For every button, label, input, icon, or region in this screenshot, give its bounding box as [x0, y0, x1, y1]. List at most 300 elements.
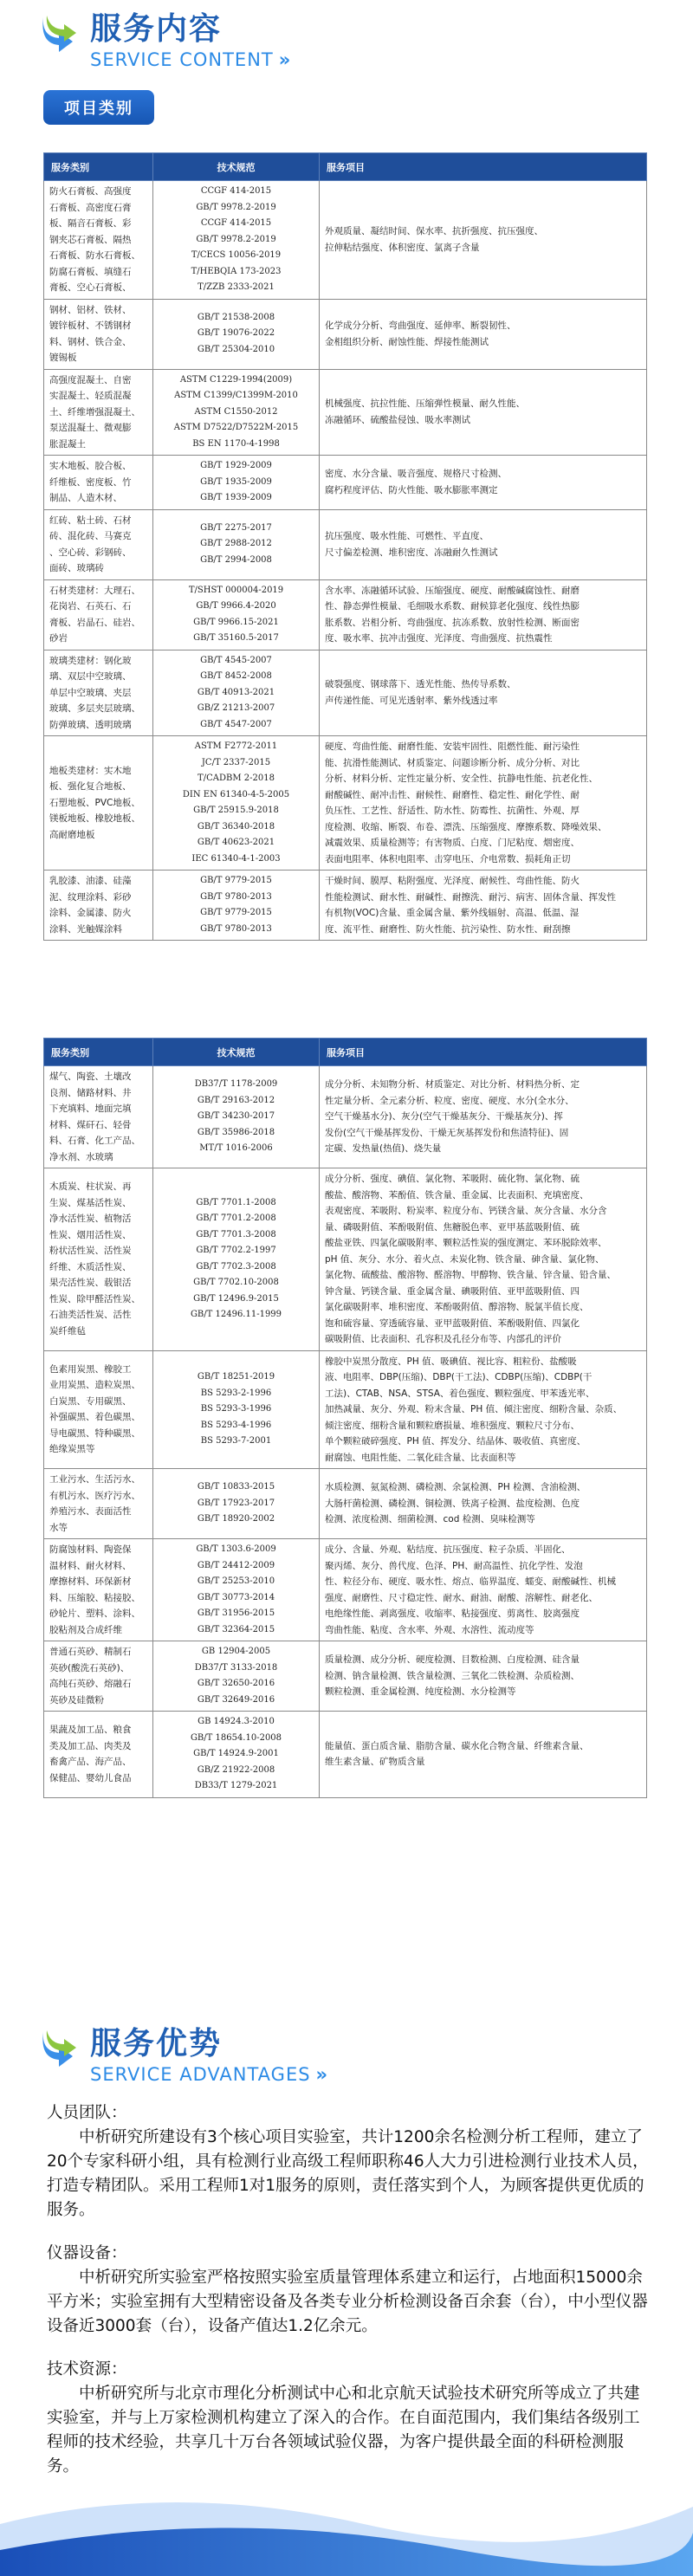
category-line: 镁板地板、橡胶地板、 [49, 813, 140, 825]
equipment-text: 中析研究所实验室严格按照实验室质量管理体系建立和运行，占地面积15000余平方米；实验室拥有大型精密设备及各类专业分析检测设备百余套（台），中小型仪器设备近3000套（台），设备产值达1.2亿余元。 [47, 2269, 648, 2335]
standards-line: DB37/T 3133-2018 [194, 1662, 278, 1673]
category-cell [44, 369, 153, 456]
standards-cell [153, 1469, 320, 1539]
category-cell [44, 299, 153, 369]
standards-line: ASTM C1399/C1399M-2010 [174, 391, 298, 400]
items-cell [320, 181, 647, 300]
items-line: 发份(空气干燥基挥发份、干燥无灰基挥发份和焦渣特征)、固 [325, 1127, 569, 1138]
section-subtitle: SERVICE ADVANTAGES [90, 2064, 311, 2085]
category-line: 膏板、岩晶石、硅岩、 [49, 617, 140, 628]
standards-line: DB33/T 1279-2021 [194, 1781, 278, 1790]
category-line: 导电碳黑、特种碳黑、 [49, 1427, 140, 1439]
column-header: 技术规范 [153, 1039, 320, 1066]
tab-project-category[interactable]: 项目类别 [43, 90, 154, 125]
items-cell [320, 1712, 647, 1798]
items-line: 碳吸附值、比表面积、孔容积及孔径分布等、内部孔的评价 [325, 1334, 561, 1344]
category-line: 炭纤维毡 [49, 1325, 86, 1337]
category-line: 璃、双层中空玻璃、 [49, 671, 132, 682]
items-line: 尺寸偏差检测、堆积密度、冻融耐久性测试 [325, 547, 498, 558]
items-line: 质量检测、成分分析、硬度检测、目数检测、白度检测、硅含量 [325, 1654, 580, 1666]
standards-line: BS 5293-3-1996 [200, 1404, 272, 1414]
standards-line: GB/Z 21922-2008 [197, 1764, 275, 1775]
category-line: 净水剂、水玻璃 [49, 1151, 113, 1162]
table-row [44, 1539, 647, 1641]
items-cell [320, 299, 647, 369]
table-row [44, 650, 647, 736]
category-line: 工业污水、生活污水、 [49, 1474, 140, 1485]
category-line: 料、石膏、化工产品、 [49, 1136, 140, 1146]
table-row [44, 509, 647, 579]
items-cell [320, 1469, 647, 1539]
items-line: 腐朽程度评估、防火性能、吸水膨胀率测定 [325, 484, 498, 495]
standards-line: BS EN 1170-4-1998 [192, 438, 280, 449]
items-line: 电绝缘性能、剥离强度、收缩率、粘接强度、剪离性、胶离强度 [325, 1608, 580, 1619]
items-line: 弯曲性能、粘度、含水率、外观、水溶性、流动度等 [325, 1624, 534, 1635]
items-line: 量、磷吸附值、苯酚吸附值、焦糖脱色率、亚甲基蓝吸附值、硫 [325, 1221, 580, 1233]
standards-line: DIN EN 61340-4-5-2005 [182, 789, 290, 799]
category-line: 实混凝土、轻质混凝 [49, 391, 132, 401]
items-line: 外观质量、凝结时间、保水率、抗折强度、抗压强度、 [325, 226, 543, 237]
table-row [44, 736, 647, 871]
category-line: 良剂、储路材料、井 [49, 1087, 132, 1098]
category-cell [44, 736, 153, 871]
items-line: 单个颗粒破碎强度、PH 值、挥发分、结晶体、吸收值、真密度、 [325, 1436, 586, 1447]
standards-line: GB/T 1939-2009 [200, 493, 272, 502]
standards-line: T/ZZB 2333-2021 [198, 282, 275, 292]
standards-line: ASTM C1229-1994(2009) [179, 374, 293, 385]
category-line: 胀混凝土 [49, 438, 86, 450]
items-line: 颗粒检测、重金属检测、纯度检测、水分检测等 [325, 1686, 516, 1698]
standards-line: GB 12904-2005 [201, 1647, 271, 1656]
tech-heading: 技术资源： [47, 2360, 127, 2379]
items-line: 负压性、工艺性、舒适性、防水性、防霉性、抗菌性、外观、厚 [325, 806, 580, 816]
table-row [44, 1350, 647, 1469]
standards-line: GB 14924.3-2010 [198, 1717, 275, 1726]
standards-line: GB/T 7701.1-2008 [196, 1197, 276, 1207]
category-line: 膏板、空心石膏板、 [49, 282, 132, 293]
items-line: 能量值、蛋白质含量、脂肪含量、碳水化合物含量、纤维素含量、 [325, 1740, 589, 1751]
double-chevron-icon: » [315, 2064, 329, 2085]
standards-line: GB/T 32649-2016 [197, 1694, 275, 1705]
items-cell [320, 1641, 647, 1712]
category-line: 石油类活性炭、活性 [49, 1310, 132, 1321]
category-line: 煤气、陶瓷、土壤改 [49, 1071, 132, 1082]
standards-line: GB/T 35160.5-2017 [193, 633, 279, 643]
items-line: 有机物(VOC)含量、重金属含量、紫外线辐射、高温、低温、湿 [325, 908, 580, 918]
standards-line: GB/T 29163-2012 [197, 1095, 275, 1105]
category-line: 高纯石英砂、熔融石 [49, 1679, 132, 1689]
category-line: 板、隔音石膏板、彩 [49, 218, 132, 229]
standards-line: GB/T 24412-2009 [197, 1560, 275, 1570]
items-line: 度检测、收缩、断裂、布卷、漂洗、压缩强度、摩擦系数、降噪效果、 [325, 821, 607, 832]
standards-line: T/CECS 10056-2019 [191, 250, 282, 260]
items-line: 强度、耐磨性、尺寸稳定性、耐水、耐油、耐酸、溶解性、耐老化、 [325, 1592, 598, 1603]
standards-cell [153, 650, 320, 736]
items-line: 度、吸水率、抗冲击强度、光泽度、弯曲强度、抗热震性 [325, 633, 553, 644]
items-cell [320, 736, 647, 871]
category-line: 板、强化复合地板、 [49, 781, 132, 793]
category-line: 普通石英砂、精制石 [49, 1647, 132, 1657]
category-line: 性炭、除甲醛活性炭、 [49, 1293, 140, 1304]
items-line: 性、粒径分布、硬度、吸水性、熔点、临界温度、蠕变、耐酸碱性、机械 [325, 1576, 616, 1587]
standards-line: GB/T 25915.9-2018 [193, 806, 279, 815]
standards-cell [153, 369, 320, 456]
category-line: 红砖、粘土砖、石材 [49, 515, 132, 526]
standards-line: GB/T 7702.3-2008 [196, 1261, 276, 1272]
standards-line: BS 5293-7-2001 [200, 1436, 272, 1446]
standards-line: GB/Z 21213-2007 [197, 703, 275, 713]
standards-line: GB/T 8452-2008 [200, 671, 272, 681]
column-header: 服务项目 [320, 153, 647, 181]
items-cell [320, 509, 647, 579]
standards-line: GB/T 25253-2010 [197, 1576, 275, 1586]
items-cell [320, 1539, 647, 1641]
table-row [44, 299, 647, 369]
items-line: pH 值、灰分、水分、着火点、未炭化物、铁含量、砷含量、氯化物、 [325, 1253, 605, 1265]
category-line: 白炭黑、专用碳黑、 [49, 1395, 132, 1407]
column-header: 服务类别 [44, 153, 153, 181]
standards-line: ASTM D7522/D7522M-2015 [173, 423, 299, 432]
standards-line: GB/T 7702.2-1997 [196, 1246, 276, 1256]
standards-line: GB/T 1929-2009 [200, 461, 272, 470]
items-line: 声传递性能、可见光透射率、紫外线透过率 [325, 695, 498, 706]
standards-line: GB/T 9779-2015 [200, 908, 272, 917]
category-line: 材料、煤矸石、轻骨 [49, 1119, 132, 1130]
standards-line: GB/T 40623-2021 [197, 838, 275, 847]
standards-line: GB/T 19076-2022 [197, 328, 275, 339]
standards-line: GB/T 9779-2015 [200, 876, 272, 885]
standards-line: GB/T 9966.15-2021 [193, 617, 279, 627]
category-line: 业用炭黑、造粒炭黑、 [49, 1380, 140, 1391]
items-line: 减震效果、质量检测等；有害物质、白度、门尼粘度、烟密度、 [325, 838, 580, 848]
category-line: 土、纤维增强混凝土、 [49, 406, 140, 417]
standards-line: GB/T 9978.2-2019 [196, 234, 276, 244]
standards-line: GB/T 32364-2015 [197, 1624, 275, 1634]
double-chevron-icon: » [278, 49, 292, 70]
standards-line: GB/T 40913-2021 [197, 687, 275, 697]
category-line: 面砖、玻璃砖 [49, 563, 104, 573]
category-line: 养殖污水、表面活性 [49, 1506, 132, 1517]
category-line: 性炭、烟用活性炭、 [49, 1229, 132, 1240]
category-line: 绝缘炭黑等 [49, 1444, 95, 1455]
standards-cell [153, 736, 320, 871]
category-line: 砂轮片、塑料、涂料、 [49, 1608, 140, 1619]
standards-cell [153, 1712, 320, 1798]
arrow-logo-icon [38, 2025, 87, 2074]
standards-cell [153, 299, 320, 369]
category-cell [44, 1712, 153, 1798]
items-line: 大肠杆菌检测、磷检测、铜检测、铁离子检测、盐度检测、色度 [325, 1498, 580, 1509]
standards-line: GB/T 2275-2017 [200, 522, 272, 533]
category-cell [44, 1641, 153, 1712]
standards-line: GB/T 31956-2015 [197, 1608, 275, 1618]
column-header: 服务项目 [320, 1039, 647, 1066]
decorative-waves [0, 2472, 693, 2576]
category-line: 畜禽产品、海产品、 [49, 1757, 132, 1768]
standards-cell [153, 509, 320, 579]
standards-line: GB/T 2988-2012 [200, 539, 272, 549]
standards-line: GB/T 17923-2017 [197, 1498, 275, 1508]
table-row [44, 1066, 647, 1168]
category-line: 下充填料、地面完填 [49, 1104, 132, 1114]
standards-line: GB/T 10833-2015 [197, 1482, 275, 1492]
items-line: 硬度、弯曲性能、耐磨性能、安装牢固性、阻燃性能、耐污染性 [325, 741, 580, 752]
table-row [44, 181, 647, 300]
standards-line: GB/T 9966.4-2020 [196, 601, 276, 611]
standards-line: GB/T 1935-2009 [200, 476, 272, 487]
category-line: 泵送混凝土、微观膨 [49, 423, 132, 433]
category-line: 胶粘剂及合成纤维 [49, 1624, 122, 1635]
standards-line: GB/T 12496.11-1999 [190, 1310, 282, 1320]
items-cell [320, 871, 647, 941]
items-line: 能、抗滑性能测试、材质鉴定、问题诊断分析、成分分析、对比 [325, 757, 580, 768]
items-line: 性、静态弹性模量、毛细吸水系数、耐候算老化强度、线性热膨 [325, 601, 580, 612]
category-cell [44, 871, 153, 941]
column-header: 技术规范 [153, 153, 320, 181]
items-line: 酸盐、酸溶物、苯酚值、铁含量、重金属、比表面积、充填密度、 [325, 1189, 589, 1201]
category-cell [44, 509, 153, 579]
items-line: 检测、钠含量检测、铁含量检测、三氧化二铁检测、杂质检测、 [325, 1670, 580, 1681]
category-line: 防腐石膏板、填缝石 [49, 266, 132, 277]
category-line: 玻璃类建材：钢化玻 [49, 655, 132, 666]
standards-line: IEC 61340-4-1-2003 [191, 853, 281, 864]
table-row [44, 1712, 647, 1798]
table-row [44, 456, 647, 510]
items-cell [320, 369, 647, 456]
items-line: 空气干燥基水分)、灰分(空气干燥基灰分、干燥基灰分)、挥 [325, 1111, 563, 1123]
standards-line: ASTM F2772-2011 [194, 741, 278, 751]
standards-line: GB/T 7702.10-2008 [193, 1278, 279, 1288]
team-text: 中析研究所建设有3个核心项目实验室，共计1200余名检测分析工程师，建立了20个专家科研小组，具有检测行业高级工程师职称46人大力引进检测行业技术人员，打造专精团队。采用工程师1对1服务的原则，责任落实到个人，为顾客提供更优质的服务。 [47, 2128, 649, 2219]
category-line: 高强度混凝土、自密 [49, 374, 132, 385]
standards-line: GB/T 21538-2008 [197, 312, 275, 322]
category-line: 地板类建材：实木地 [49, 765, 132, 776]
category-line: 防腐蚀材料、陶瓷保 [49, 1544, 132, 1555]
service-advantages-header [38, 2025, 328, 2086]
items-line: 成分分析、强度、碘值、氯化物、苯吸附、硫化物、氯化物、硫 [325, 1174, 580, 1184]
category-cell [44, 181, 153, 300]
items-line: 氯化物、硫酸盐、酸溶物、醛溶物、甲醇物、铁含量、锌含量、铅含量、 [325, 1270, 616, 1280]
category-cell [44, 456, 153, 510]
category-line: 花岗岩、石英石、石 [49, 601, 132, 612]
category-line: 、空心砖、彩钢砖、 [49, 547, 132, 558]
standards-line: GB/T 35986-2018 [197, 1127, 275, 1137]
items-line: 胀系数、岩相分析、弯曲强度、抗冻系数、放射性检测、断面密 [325, 617, 580, 628]
standards-cell [153, 1539, 320, 1641]
items-line: 钟含量、钙镁含量、重金属含量、碘吸附值、亚甲蓝吸附值、四 [325, 1285, 580, 1297]
standards-line: CCGF 414-2015 [200, 218, 272, 228]
standards-line: GB/T 25304-2010 [197, 344, 275, 354]
items-line: 饱和硫容量、穿透硫容量、亚甲蓝吸附值、苯酚吸附值、四氯化 [325, 1317, 580, 1329]
table-row [44, 1469, 647, 1539]
items-line: 干燥时间、膜厚、粘附强度、光泽度、耐候性、弯曲性能、防火 [325, 876, 580, 886]
standards-line: GB/T 36340-2018 [197, 821, 275, 832]
service-content-header [38, 10, 291, 71]
items-line: 维生素含量、矿物质含量 [325, 1757, 425, 1768]
items-line: 耐腐蚀、电阻性能、二氧化硅含量、比表面积等 [325, 1452, 516, 1463]
standards-line: GB/T 12496.9-2015 [193, 1293, 279, 1304]
items-line: 抗压强度、吸水性能、可燃性、平直度、 [325, 531, 489, 541]
items-line: 聚丙烯、灰分、兽代度、色泽、PH、耐高温性、抗化学性、发泡 [325, 1560, 583, 1571]
category-line: 涂料、光触媒涂料 [49, 923, 122, 935]
category-line: 摩擦材料、环保新材 [49, 1576, 132, 1587]
category-line: 保健品、婴幼儿食品 [49, 1772, 132, 1783]
items-line: 度、流平性、耐磨性、防火性能、抗污染性、防水性、耐刮擦 [325, 923, 571, 935]
category-line: 水等 [49, 1522, 68, 1533]
category-line: 防火石膏板、高强度 [49, 186, 132, 197]
category-line: 英砂及硅微粉 [49, 1694, 104, 1705]
standards-line: T/CADBM 2-2018 [198, 773, 275, 783]
category-line: 泥、纹理涂料、彩砂 [49, 891, 132, 903]
equipment-heading: 仪器设备： [47, 2244, 127, 2262]
items-line: 表观密度、苯吸附、粉炭率、粒度分布、钙镁含量、灰分含量、水分含 [325, 1206, 607, 1216]
standards-line: DB37/T 1178-2009 [194, 1079, 278, 1090]
category-line: 生炭、煤基活性炭、 [49, 1197, 132, 1208]
standards-line: CCGF 414-2015 [200, 186, 272, 196]
category-cell [44, 579, 153, 650]
category-line: 涂料、金属漆、防火 [49, 908, 132, 918]
items-line: 机械强度、抗拉性能、压缩弹性模量、耐久性能、 [325, 398, 525, 410]
standards-line: GB/T 30773-2014 [197, 1592, 275, 1602]
standards-line: GB/T 9978.2-2019 [196, 202, 276, 212]
table-row [44, 579, 647, 650]
category-line: 纤维、木质活性炭、 [49, 1261, 132, 1272]
items-line: 破裂强度、钢球落下、透光性能、热传导系数、 [325, 679, 516, 690]
table-row [44, 1168, 647, 1351]
items-line: 化学成分分析、弯曲强度、延伸率、断裂韧性、 [325, 320, 516, 331]
category-line: 防弹玻璃、透明玻璃 [49, 719, 132, 730]
category-line: 果壳活性炭、载银活 [49, 1278, 132, 1289]
standards-line: T/HEBQIA 173-2023 [191, 266, 282, 276]
items-line: 检测、浓度检测、细菌检测、cod 检测、臭味检测等 [325, 1514, 535, 1525]
items-cell [320, 1066, 647, 1168]
items-line: 成分、含量、外观、粘结度、抗压强度、粒子杂质、半固化、 [325, 1544, 571, 1555]
category-line: 钢夹芯石膏板、隔热 [49, 234, 132, 245]
category-line: 石塑地板、PVC地板、 [49, 797, 140, 808]
standards-line: GB/T 18251-2019 [197, 1372, 275, 1382]
standards-line: GB/T 4547-2007 [200, 719, 272, 729]
standards-line: GB/T 9780-2013 [200, 923, 272, 934]
standards-cell [153, 1066, 320, 1168]
items-line: 工法)、CTAB、NSA、STSA、着色强度、颗粒强度、甲苯透光率、 [325, 1388, 595, 1399]
standards-line: GB/T 2994-2008 [200, 554, 272, 565]
items-line: 氯化碳吸附率、堆积密度、苯酚吸附值、醇溶物、脱氯半值长度、 [325, 1302, 589, 1312]
tech-text: 中析研究所与北京市理化分析测试中心和北京航天试验技术研究所等成立了共建实验室，并与上万家检测机构建立了深入的合作。在自面范围内，我们集结各级别工程师的技术经验，共享几十万台各领域试验仪器，为客户提供最全面的科研检测服务。 [47, 2385, 640, 2476]
standards-line: T/SHST 000004-2019 [188, 585, 284, 595]
category-line: 纤维板、密度板、竹 [49, 476, 132, 488]
category-line: 高耐磨地板 [49, 829, 95, 840]
table-row [44, 1641, 647, 1712]
items-line: 金相组织分析、耐蚀性能、焊接性能测试 [325, 336, 489, 347]
category-line: 英砂(酸洗石英砂)、 [49, 1662, 130, 1673]
standards-cell [153, 871, 320, 941]
standards-line: GB/T 7701.2-2008 [196, 1214, 276, 1224]
items-line: 加热减量、灰分、外观、粉末含量、PH 值、倾注密度、细粉含量、杂质、 [325, 1404, 623, 1414]
standards-line: GB/T 9780-2013 [200, 891, 272, 902]
category-line: 木质炭、柱状炭、再 [49, 1181, 132, 1193]
standards-line: GB/T 32650-2016 [197, 1679, 275, 1688]
category-line: 砖、混化砖、马赛克 [49, 531, 132, 541]
items-cell [320, 456, 647, 510]
category-line: 镀锌板材、不锈钢材 [49, 320, 132, 331]
arrow-logo-icon [38, 10, 87, 59]
standards-line: BS 5293-4-1996 [200, 1420, 272, 1430]
category-line: 补强碳黑、着色碳黑、 [49, 1412, 140, 1423]
category-line: 石材类建材：大理石、 [49, 585, 140, 596]
items-line: 性定量分析、全元素分析、粒度、密度、硬度、水分(全水分、 [325, 1095, 574, 1106]
table-row [44, 369, 647, 456]
category-line: 有机污水、医疗污水、 [49, 1490, 140, 1501]
items-line: 冻融循环、硫酸盐侵蚀、吸水率测试 [325, 414, 470, 425]
category-cell [44, 650, 153, 736]
section-title: 服务优势 [90, 2026, 223, 2061]
standards-line: BS 5293-2-1996 [200, 1388, 272, 1398]
category-line: 粉状活性炭、活性炭 [49, 1246, 132, 1257]
standards-cell [153, 1350, 320, 1469]
standards-cell [153, 579, 320, 650]
items-line: 橡胶中炭黑分散度、PH 值、吸碘值、视比容、粗粒份、盐酸吸 [325, 1356, 577, 1367]
items-line: 成分分析、未知物分析、材质鉴定、对比分析、材料热分析、定 [325, 1079, 580, 1091]
items-line: 水质检测、氨氮检测、磷检测、余氯检测、PH 检测、含油检测、 [325, 1482, 586, 1493]
category-cell [44, 1539, 153, 1641]
section-title: 服务内容 [90, 11, 223, 47]
category-line: 色素用炭黑、橡胶工 [49, 1363, 132, 1375]
service-table-2 [43, 1038, 647, 1798]
standards-cell [153, 1168, 320, 1351]
team-heading: 人员团队： [47, 2104, 127, 2122]
category-line: 单层中空玻璃、夹层 [49, 687, 132, 698]
standards-cell [153, 456, 320, 510]
standards-cell [153, 1641, 320, 1712]
standards-cell [153, 181, 320, 300]
items-line: 密度、水分含量、吸音强度、规格尺寸检测、 [325, 469, 507, 480]
category-line: 石膏板、防水石膏板、 [49, 250, 140, 261]
standards-line: GB/T 14924.9-2001 [193, 1749, 279, 1758]
section-subtitle: SERVICE CONTENT [90, 49, 274, 70]
category-line: 料、钢材、铁合金、 [49, 336, 132, 347]
category-line: 果蔬及加工品、粮食 [49, 1725, 132, 1736]
advantages-body [47, 2101, 653, 2479]
items-line: 拉伸粘结强度、体积密度、氯离子含量 [325, 242, 480, 253]
items-line: 性能检测试、耐水性、耐碱性、耐擦洗、耐污、病害、固体含量、挥发性 [325, 891, 616, 903]
standards-line: GB/T 18654.10-2008 [190, 1732, 282, 1743]
category-line: 料、压缩胶、粘接胶、 [49, 1592, 140, 1603]
items-line: 定碳、发热量(热值)、烧失量 [325, 1143, 442, 1155]
items-cell [320, 1350, 647, 1469]
category-line: 实木地板、胶合板、 [49, 461, 132, 471]
standards-line: ASTM C1550-2012 [194, 406, 278, 417]
standards-line: GB/T 34230-2017 [197, 1111, 275, 1122]
standards-line: GB/T 4545-2007 [200, 655, 272, 665]
items-line: 液、电阻率、DBP(压缩)、DBP(干工法)、CDBP(压缩)、CDBP(干 [325, 1372, 593, 1382]
items-line: 分析、材料分析、定性定量分析、安全性、抗静电性能、抗老化性、 [325, 773, 598, 784]
items-cell [320, 650, 647, 736]
items-cell [320, 1168, 647, 1351]
items-line: 倾注密度、细粉含量和颗粒磨损量、堆积强度、颗粒尺寸分布、 [325, 1420, 580, 1431]
standards-line: GB/T 7701.3-2008 [196, 1229, 276, 1239]
category-line: 镀锡板 [49, 353, 77, 363]
category-line: 砂岩 [49, 633, 68, 644]
service-table-1 [43, 152, 647, 941]
standards-line: GB/T 18920-2002 [197, 1514, 275, 1524]
category-line: 制品、人造木材、 [49, 493, 122, 503]
items-line: 含水率、冻融循环试验、压缩强度、硬度、耐酸碱腐蚀性、耐磨 [325, 585, 580, 596]
items-line: 耐酸碱性、耐冲击性、耐候性、耐磨性、稳定性、耐化学性、耐 [325, 789, 580, 800]
category-cell [44, 1066, 153, 1168]
category-line: 乳胶漆、油漆、硅藻 [49, 876, 132, 886]
standards-line: GB/T 1303.6-2009 [196, 1544, 276, 1554]
category-cell [44, 1469, 153, 1539]
